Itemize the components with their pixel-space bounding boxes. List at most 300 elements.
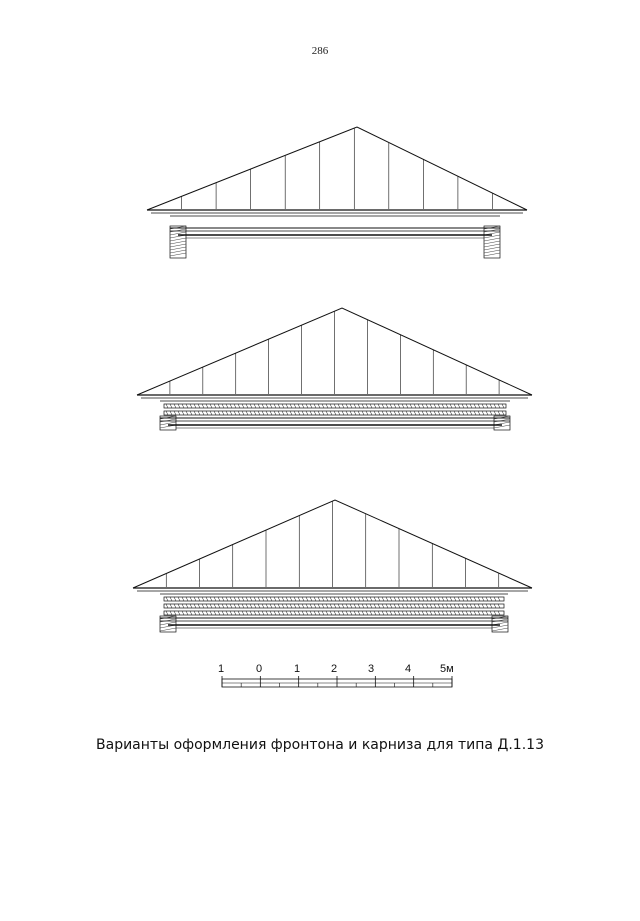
dentil [198,597,200,601]
dentil [178,597,180,601]
dentil [194,597,196,601]
dentil [294,604,296,608]
dentil [350,597,352,601]
dentil [450,604,452,608]
dentil [490,597,492,601]
dentil [466,611,468,615]
scale-label: 3 [368,663,375,675]
dentil [242,411,244,415]
dentil [326,611,328,615]
dentil [490,604,492,608]
dentil [418,404,420,408]
dentil [190,604,192,608]
dentil [426,404,428,408]
dentil [458,404,460,408]
dentil [474,597,476,601]
hatch [484,229,500,232]
dentil [334,404,336,408]
dentil [418,611,420,615]
dentil [470,411,472,415]
dentil [190,404,192,408]
dentil [466,404,468,408]
scale-label: 4 [405,663,412,675]
dentil [294,597,296,601]
dentil [202,404,204,408]
dentil [494,597,496,601]
dentil [262,611,264,615]
dentil [394,404,396,408]
dentil [206,604,208,608]
dentil [286,604,288,608]
dentil [170,611,172,615]
dentil [174,604,176,608]
dentil [458,604,460,608]
dentil [246,404,248,408]
dentil [322,611,324,615]
dentil [442,404,444,408]
dentil [246,411,248,415]
dentil [334,611,336,615]
dentil [362,611,364,615]
dentil [442,604,444,608]
dentil [214,411,216,415]
dentil [438,604,440,608]
dentil [482,597,484,601]
dentil [474,411,476,415]
dentil [414,604,416,608]
pediment-rake [147,127,527,210]
dentil [402,604,404,608]
pediment-variant-3 [133,500,532,632]
dentil [406,597,408,601]
dentil [494,604,496,608]
dentil [346,597,348,601]
dentil [350,411,352,415]
dentil [262,411,264,415]
dentil [298,611,300,615]
dentil [454,611,456,615]
dentil [394,411,396,415]
dentil [238,597,240,601]
dentil [366,411,368,415]
dentil [166,411,168,415]
dentil [282,604,284,608]
dentil [322,404,324,408]
dentil [374,604,376,608]
hatch [170,238,186,241]
dentil [218,597,220,601]
dentil [358,611,360,615]
hatch [484,253,500,256]
dentil [434,611,436,615]
dentil [218,411,220,415]
dentil [390,604,392,608]
dentil [302,597,304,601]
dentil [382,404,384,408]
dentil [322,411,324,415]
dentil [450,611,452,615]
scale-label: 1 [218,663,225,675]
dentil [358,604,360,608]
dentil [346,404,348,408]
dentil [474,611,476,615]
dentil [234,404,236,408]
dentil [182,611,184,615]
dentil [490,611,492,615]
dentil [230,597,232,601]
dentil [374,611,376,615]
dentil [342,597,344,601]
scale-label: 5м [440,663,454,675]
dentil [386,604,388,608]
dentil [346,411,348,415]
dentil [394,604,396,608]
dentil [438,611,440,615]
dentil [302,611,304,615]
dentil [426,604,428,608]
dentil [478,411,480,415]
dentil [426,597,428,601]
dentil [378,611,380,615]
dentil [218,611,220,615]
dentil [274,604,276,608]
dentil [194,604,196,608]
dentil [410,597,412,601]
dentil [354,597,356,601]
dentil [482,611,484,615]
hatch [170,250,186,253]
dentil [262,597,264,601]
scale-label: 2 [331,663,338,675]
dentil [338,611,340,615]
dentil [402,411,404,415]
dentil [450,404,452,408]
dentil [370,404,372,408]
dentil [502,411,504,415]
dentil [362,597,364,601]
dentil [342,604,344,608]
dentil [166,597,168,601]
dentil [470,404,472,408]
dentil [190,411,192,415]
dentil [430,597,432,601]
hatch [170,241,186,244]
dentil [494,404,496,408]
dentil [322,604,324,608]
dentil [414,404,416,408]
dentil [422,597,424,601]
dentil [218,404,220,408]
dentil [198,404,200,408]
dentil [178,404,180,408]
dentil [498,611,500,615]
dentil [378,597,380,601]
dentil [402,404,404,408]
dentil [214,611,216,615]
dentil [286,611,288,615]
dentil [434,411,436,415]
dentil [394,611,396,615]
dentil [282,611,284,615]
dentil [422,404,424,408]
dentil [422,611,424,615]
dentil [286,411,288,415]
dentil [242,404,244,408]
dentil [170,411,172,415]
dentil [258,604,260,608]
dentil [182,404,184,408]
dentil [326,597,328,601]
hatch [170,229,186,232]
dentil [466,597,468,601]
dentil [390,404,392,408]
dentil [282,597,284,601]
dentil [326,404,328,408]
dentil [350,404,352,408]
dentil [318,404,320,408]
dentil [258,611,260,615]
dentil [250,611,252,615]
dentil [202,604,204,608]
dentil [282,404,284,408]
dentil [266,611,268,615]
dentil [170,597,172,601]
dentil [470,597,472,601]
dentil [470,604,472,608]
dentil [418,604,420,608]
dentil [278,604,280,608]
hatch [494,419,510,422]
dentil [198,611,200,615]
dentil [246,604,248,608]
dentil [314,611,316,615]
dentil [186,597,188,601]
dentil [374,404,376,408]
dentil [206,404,208,408]
dentil [286,597,288,601]
dentil [342,411,344,415]
dentil [222,611,224,615]
dentil [270,597,272,601]
dentil [350,611,352,615]
dentil [226,404,228,408]
dentil [278,404,280,408]
dentil [386,411,388,415]
dentil [226,597,228,601]
dentil [314,597,316,601]
scale-label: 1 [294,663,301,675]
dentil [406,404,408,408]
dentil [318,597,320,601]
dentil [290,604,292,608]
dentil [382,411,384,415]
dentil [222,597,224,601]
dentil [422,411,424,415]
dentil [302,411,304,415]
dentil [298,411,300,415]
dentil [462,604,464,608]
dentil [298,604,300,608]
dentil [370,611,372,615]
dentil [498,411,500,415]
dentil [178,411,180,415]
dentil [334,411,336,415]
dentil [342,611,344,615]
dentil [438,404,440,408]
dentil [478,404,480,408]
dentil [362,411,364,415]
dentil [234,611,236,615]
dentil [370,597,372,601]
dentil [270,611,272,615]
dentil [442,611,444,615]
dentil [410,404,412,408]
dentil [262,604,264,608]
dentil [182,604,184,608]
dentil [418,597,420,601]
dentil [458,611,460,615]
dentil [250,411,252,415]
dentil [502,404,504,408]
dentil [366,404,368,408]
dentil [442,597,444,601]
dentil [406,611,408,615]
dentil [186,611,188,615]
dentil [266,604,268,608]
figure-caption: Варианты оформления фронтона и карниза для типа Д.1.13 [96,737,544,753]
dentil [482,604,484,608]
dentil [190,611,192,615]
dentil [494,411,496,415]
dentil [478,604,480,608]
dentil [386,611,388,615]
dentil [482,404,484,408]
dentil [390,597,392,601]
dentil [350,604,352,608]
dentil [254,404,256,408]
dentil [250,597,252,601]
dentil [358,597,360,601]
dentil [182,597,184,601]
dentil [470,611,472,615]
dentil [306,611,308,615]
dentil [202,611,204,615]
dentil [210,597,212,601]
dentil [174,611,176,615]
dentil [174,597,176,601]
dentil [382,597,384,601]
dentil [214,404,216,408]
dentil [462,411,464,415]
dentil [298,404,300,408]
dentil [370,411,372,415]
dentil [290,597,292,601]
dentil [422,604,424,608]
dentil [234,604,236,608]
dentil [306,411,308,415]
dentil [250,604,252,608]
dentil [246,597,248,601]
dentil [214,604,216,608]
dentil [322,597,324,601]
dentil [378,404,380,408]
dentil [274,411,276,415]
dentil [310,411,312,415]
dentil [402,597,404,601]
dentil [266,411,268,415]
dentil [318,411,320,415]
dentil [370,604,372,608]
dentil [454,604,456,608]
dentil [486,611,488,615]
dentil [390,411,392,415]
dentil [178,604,180,608]
dentil [306,597,308,601]
dentil [338,404,340,408]
dentil [434,597,436,601]
dentil [254,611,256,615]
hatch [492,619,508,622]
dentil [486,411,488,415]
pediment-variant-2 [137,308,532,430]
dentil [406,604,408,608]
dentil [486,604,488,608]
dentil [330,597,332,601]
dentil [166,404,168,408]
dentil [270,411,272,415]
dentil [282,411,284,415]
dentil [446,597,448,601]
dentil [206,597,208,601]
dentil [398,604,400,608]
dentil [338,597,340,601]
dentil [258,411,260,415]
dentil [242,604,244,608]
dentil [274,404,276,408]
dentil [426,611,428,615]
dentil [294,411,296,415]
dentil [274,597,276,601]
dentil [374,411,376,415]
dentil [474,604,476,608]
dentil [262,404,264,408]
hatch [170,247,186,250]
dentil [278,597,280,601]
dentil [210,411,212,415]
dentil [266,404,268,408]
dentil [206,411,208,415]
dentil [166,611,168,615]
dentil [474,404,476,408]
dentil [486,404,488,408]
dentil [414,411,416,415]
dentil [454,411,456,415]
dentil [478,597,480,601]
dentil [290,404,292,408]
dentil [402,611,404,615]
dentil [458,597,460,601]
dentil [178,611,180,615]
dentil [414,611,416,615]
dentil [194,611,196,615]
dentil [310,611,312,615]
dentil [462,404,464,408]
dentil [346,611,348,615]
dentil [354,604,356,608]
dentil [202,411,204,415]
dentil [450,597,452,601]
dentil [398,411,400,415]
